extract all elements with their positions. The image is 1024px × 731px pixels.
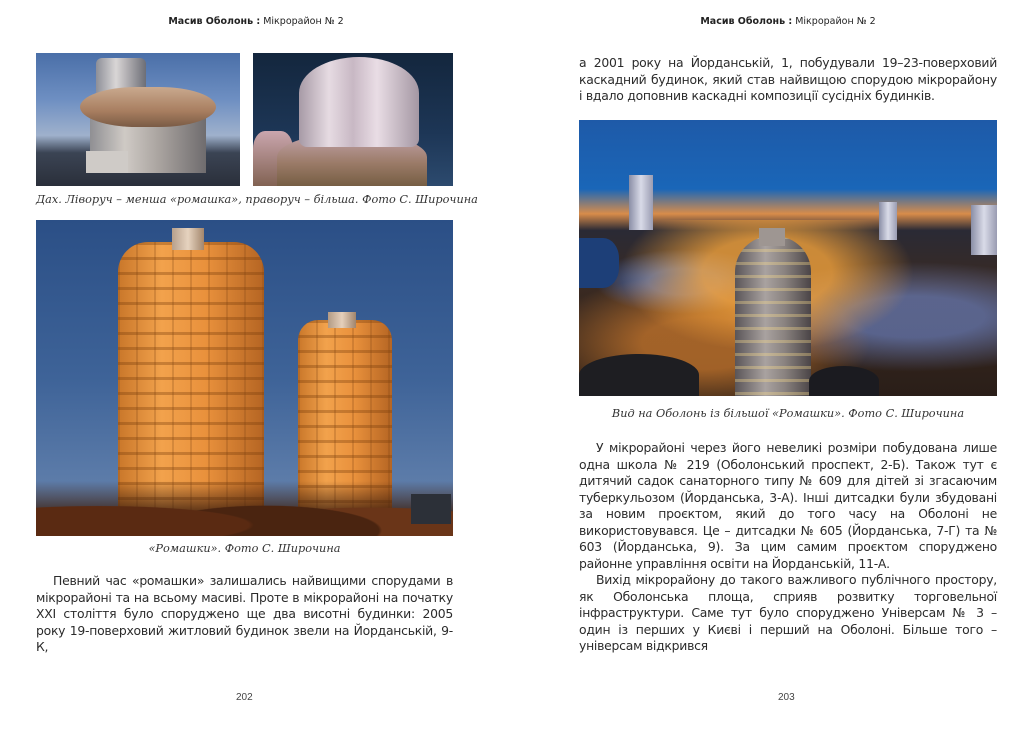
running-head-section: Масив Оболонь : [700,16,793,27]
page-number: 202 [236,692,253,703]
photo-shape [328,312,356,328]
right-page [512,0,1024,731]
photo-roof-small-romashka [36,53,240,186]
figure-caption-panorama: Вид на Оболонь із більшої «Ромашки». Фото С. Широчина [611,407,965,420]
photo-shape [80,87,216,127]
photo-obolon-night-panorama [579,120,997,396]
photo-shape [411,494,451,524]
photo-shape [86,151,128,173]
paragraph: У мікрорайоні через його невеликі розміри побудована лише одна школа № 219 (Оболонський проспект, 2-Б). Також тут є дитячий садок санаторного типу № 609 для дітей зі згасаючим туберкульозом (Йорданська, 3-А). Інші дитсадки були збудовані за новим проєктом, який до того часу на Оболоні не використовувався. Це – дитсадки № 605 (Йорданська, 7-Г) та № 603 (Йорданська, 9). За цим самим проєктом споруджено районне управління освіти на Йорданській, 11-А. [579,440,997,571]
photo-shape [759,228,785,246]
running-head [0,16,512,27]
photo-shape [809,366,879,396]
photo-shape [879,202,897,240]
photo-romashky-towers [36,220,453,536]
photo-shape [299,57,419,147]
figure-caption-towers: «Ромашки». Фото С. Широчина [148,542,341,555]
paragraph: Вихід мікрорайону до такого важливого публічного простору, як Оболонська площа, сприяв розвитку торговельної інфраструктури. Саме тут було споруджено Універсам № 3 – один із перших у Києві і перший на Оболоні. Більше того – універсам відкрився [579,572,997,653]
figure-caption-roof: Дах. Ліворуч – менша «ромашка», праворуч – більша. Фото С. Широчина [36,193,478,206]
photo-shape [971,205,997,255]
running-head-subsection: Мікрорайон № 2 [260,16,344,27]
page-number: 203 [778,692,795,703]
photo-shape [629,175,653,230]
photo-shape [118,242,264,522]
photo-shape [735,236,811,396]
running-head-section: Масив Оболонь : [168,16,261,27]
body-text [36,573,453,656]
photo-roof-big-romashka [253,53,453,186]
paragraph: Певний час «ромашки» залишались найвищими спорудами в мікрорайоні та на всьому масиві. Проте в мікрорайоні на початку XXI століття було споруджено ще два висотні будинки: 2005 року 19-поверховий житловий будинок звели на Йорданській, 9-К, [36,573,453,654]
paragraph: а 2001 року на Йорданській, 1, побудували 19–23-поверховий каскадний будинок, який став найвищою спорудою мікрорайону і вдало доповнив каскадні композиції сусідніх будинків. [579,55,997,103]
running-head-subsection: Мікрорайон № 2 [792,16,876,27]
photo-shape [36,481,453,536]
running-head [532,16,1024,27]
body-text [579,440,997,655]
photo-shape [579,354,699,396]
photo-shape [579,238,619,288]
body-text-intro [579,55,997,105]
photo-shape [172,228,204,250]
